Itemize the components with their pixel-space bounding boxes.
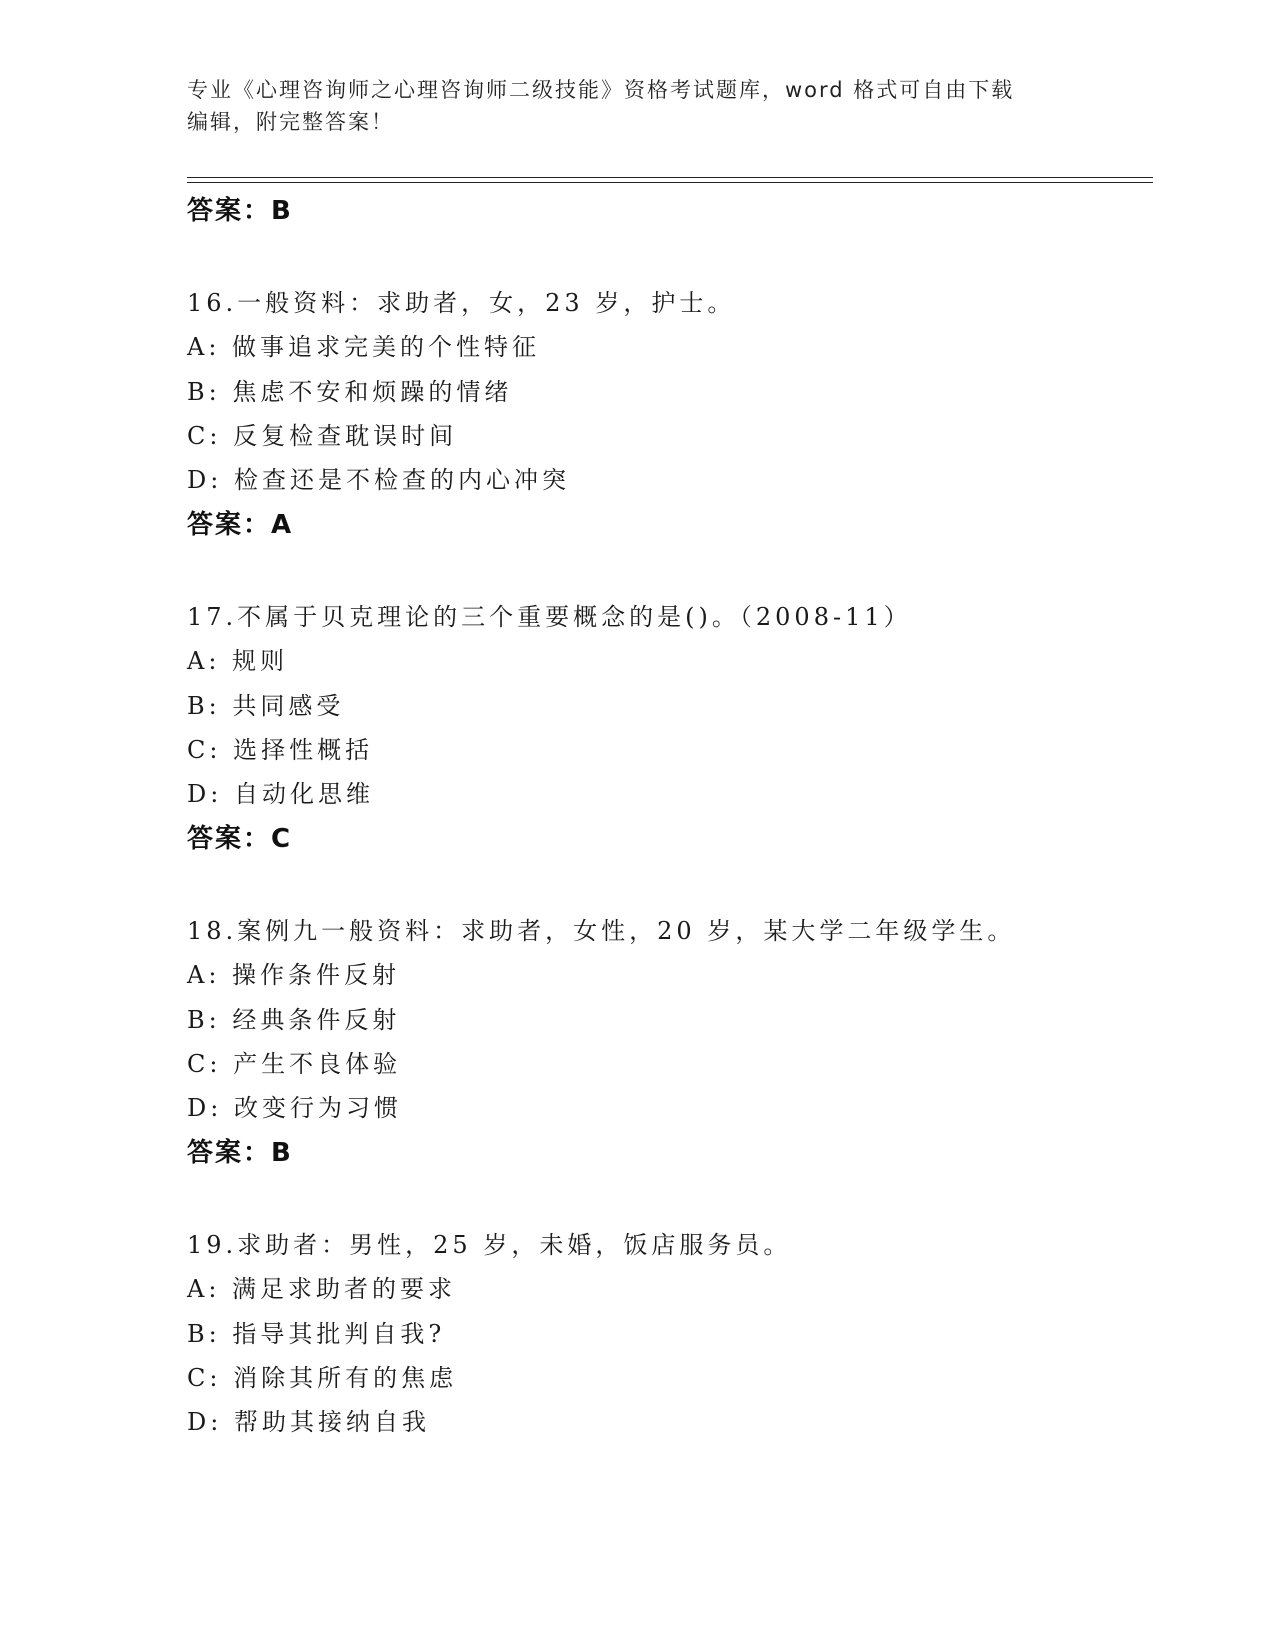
option-b: B: 指导其批判自我? (187, 1320, 446, 1348)
header-line-2: 编辑，附完整答案！ (187, 110, 394, 134)
option-c: C: 消除其所有的焦虑 (187, 1364, 458, 1392)
option-a: A: 满足求助者的要求 (187, 1275, 457, 1303)
option-b: B: 共同感受 (187, 692, 345, 720)
option-d: D: 自动化思维 (187, 780, 374, 808)
question-stem: 19.求助者：男性，25 岁，未婚，饭店服务员。 (187, 1231, 792, 1259)
option-d: D: 检查还是不检查的内心冲突 (187, 466, 570, 494)
header-line-1: 专业《心理咨询师之心理咨询师二级技能》资格考试题库，word 格式可自由下载 (187, 78, 1015, 102)
option-c: C: 选择性概括 (187, 736, 374, 764)
header-rule-top (187, 177, 1153, 178)
option-a: A: 做事追求完美的个性特征 (187, 333, 541, 361)
answer-label: 答案：A (187, 510, 294, 540)
question-stem: 16.一般资料：求助者，女，23 岁，护士。 (187, 289, 736, 317)
answer-label: 答案：B (187, 196, 293, 226)
option-a: A: 规则 (187, 647, 289, 675)
document-header (187, 74, 1087, 138)
option-b: B: 经典条件反射 (187, 1006, 401, 1034)
option-d: D: 改变行为习惯 (187, 1094, 402, 1122)
option-b: B: 焦虑不安和烦躁的情绪 (187, 378, 513, 406)
question-stem: 18.案例九一般资料：求助者，女性，20 岁，某大学二年级学生。 (187, 917, 1016, 945)
option-a: A: 操作条件反射 (187, 961, 401, 989)
question-stem: 17.不属于贝克理论的三个重要概念的是()。（2008-11） (187, 603, 912, 631)
option-d: D: 帮助其接纳自我 (187, 1408, 430, 1436)
option-c: C: 产生不良体验 (187, 1050, 402, 1078)
answer-label: 答案：C (187, 824, 293, 854)
option-c: C: 反复检查耽误时间 (187, 422, 458, 450)
answer-label: 答案：B (187, 1138, 293, 1168)
header-rule-bottom (187, 182, 1153, 183)
